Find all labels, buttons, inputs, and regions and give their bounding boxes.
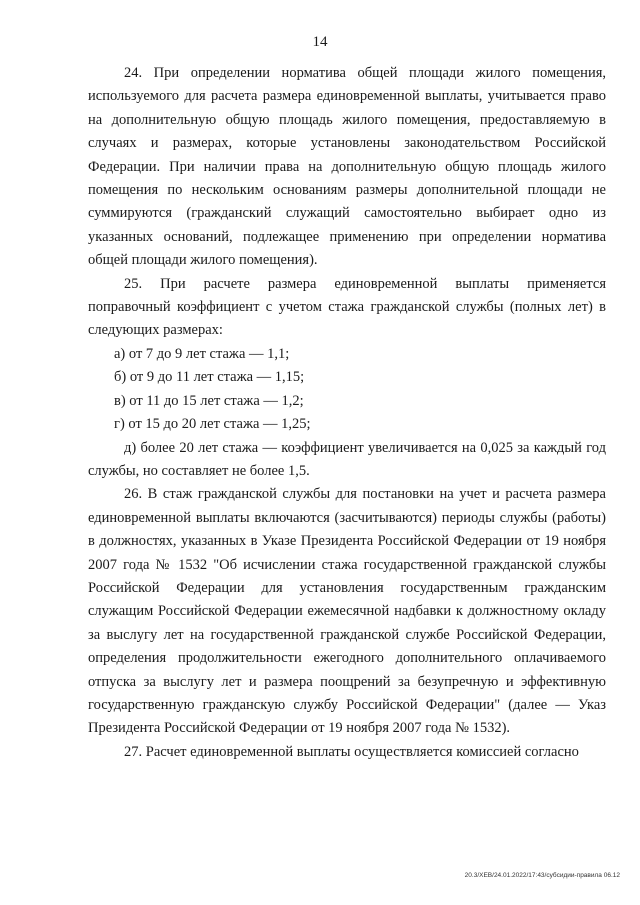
paragraph-25: 25. При расчете размера единовременной выплаты применяется поправочный коэффициент с учетом стажа гражданской службы (полных лет) в следующих размерах: [88, 275, 606, 339]
list-item: б) от 9 до 11 лет стажа — 1,15; [114, 369, 305, 386]
list-item-last: д) более 20 лет стажа — коэффициент увеличивается на 0,025 за каждый год службы, но составляет не более 1,5. [88, 439, 606, 479]
paragraph-24: 24. При определении норматива общей площади жилого помещения, используемого для расчета размера единовременной выплаты, учитывается право на дополнительную общую площадь жилого помещения, предоставляемую в случаях и размерах, которые установлены законодательством Российской Федерации. При наличии права на дополнительную общую площадь жилого помещения по нескольким основаниям размеры дополнительной площади не суммируются (гражданский служащий самостоятельно выбирает одно из указанных оснований, подлежащее применению при определении норматива общей площади жилого помещения). [88, 65, 606, 269]
list-item: а) от 7 до 9 лет стажа — 1,1; [114, 345, 290, 362]
document-body [88, 62, 606, 764]
page-number: 14 [312, 34, 328, 50]
list-item: в) от 11 до 15 лет стажа — 1,2; [114, 392, 304, 409]
paragraph-27: 27. Расчет единовременной выплаты осуществляется комиссией согласно [124, 743, 579, 760]
footer-stamp: 20.3/ХЕВ/24.01.2022/17:43/субсидии-правила 06.12 [464, 872, 620, 879]
list-item: г) от 15 до 20 лет стажа — 1,25; [114, 416, 311, 433]
paragraph-26: 26. В стаж гражданской службы для постановки на учет и расчета размера единовременной выплаты включаются (засчитываются) периоды службы (работы) в должностях, указанных в Указе Президента Российской Федерации от 19 ноября 2007 года № 1532 "Об исчислении стажа государственной гражданской службы Российской Федерации для установления государственным гражданским служащим Российской Федерации ежемесячной надбавки к должностному окладу за выслугу лет на государственной гражданской службе Российской Федерации, определения продолжительности ежегодного дополнительного оплачиваемого отпуска за выслугу лет и размера поощрений за безупречную и эффективную государственную гражданскую службу Российской Федерации" (далее — Указ Президента Российской Федерации от 19 ноября 2007 года № 1532). [88, 486, 606, 737]
